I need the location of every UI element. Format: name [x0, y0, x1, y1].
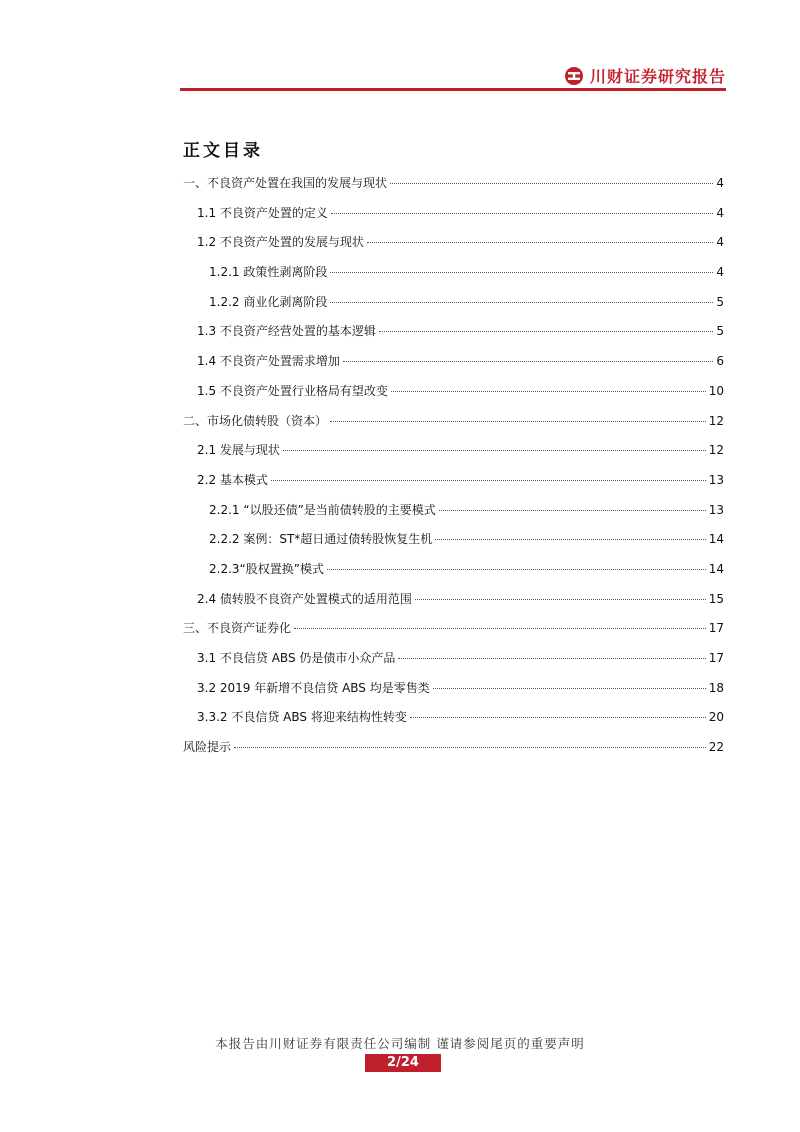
- toc-entry-page: 14: [708, 561, 724, 576]
- toc-dot-leader: [330, 272, 713, 273]
- toc-entry[interactable]: [183, 619, 724, 649]
- toc-entry-label: 2.2.2 案例：ST*超日通过债转股恢复生机: [209, 532, 433, 547]
- toc-title: 正文目录: [183, 141, 263, 161]
- toc-entry-label: 三、不良资产证券化: [183, 621, 292, 636]
- toc-dot-leader: [398, 658, 705, 659]
- toc-dot-leader: [390, 183, 713, 184]
- toc-entry[interactable]: [183, 233, 724, 263]
- toc-dot-leader: [294, 628, 706, 629]
- toc-dot-leader: [330, 302, 713, 303]
- toc-entry[interactable]: [183, 501, 724, 531]
- toc-entry-label: 2.4 债转股不良资产处置模式的适用范围: [197, 591, 412, 606]
- toc-dot-leader: [234, 747, 706, 748]
- toc-dot-leader: [330, 421, 706, 422]
- toc-dot-leader: [415, 599, 706, 600]
- toc-entry[interactable]: [183, 174, 724, 204]
- toc-entry-label: 1.2.2 商业化剥离阶段: [209, 294, 328, 309]
- toc-entry-label: 1.2 不良资产处置的发展与现状: [197, 235, 364, 250]
- toc-entry-page: 17: [708, 621, 724, 636]
- page-indicator: 2/24: [365, 1054, 441, 1072]
- toc-dot-leader: [435, 539, 705, 540]
- brand: [564, 64, 726, 87]
- toc-entry-label: 1.5 不良资产处置行业格局有望改变: [197, 383, 388, 398]
- table-of-contents: [183, 174, 724, 768]
- toc-entry-page: 13: [708, 502, 724, 517]
- toc-dot-leader: [439, 510, 706, 511]
- toc-dot-leader: [379, 331, 713, 332]
- toc-entry-page: 4: [716, 205, 724, 220]
- toc-dot-leader: [433, 688, 706, 689]
- toc-entry[interactable]: [183, 708, 724, 738]
- toc-entry-label: 3.3.2 不良信贷 ABS 将迎来结构性转变: [197, 710, 407, 725]
- toc-entry-label: 二、市场化债转股（资本）: [183, 413, 328, 428]
- toc-entry[interactable]: [183, 590, 724, 620]
- toc-entry-page: 15: [708, 591, 724, 606]
- toc-entry[interactable]: [183, 738, 724, 768]
- toc-entry-label: 3.1 不良信贷 ABS 仍是债市小众产品: [197, 651, 396, 665]
- toc-entry-label: 风险提示: [183, 740, 232, 755]
- toc-entry[interactable]: [183, 412, 724, 442]
- toc-entry[interactable]: [183, 471, 724, 501]
- toc-dot-leader: [410, 717, 706, 718]
- toc-entry[interactable]: [183, 382, 724, 412]
- toc-entry-label: 3.2 2019 年新增不良信贷 ABS 均是零售类: [197, 680, 430, 695]
- toc-entry-page: 13: [708, 472, 724, 487]
- toc-dot-leader: [283, 450, 706, 451]
- toc-dot-leader: [343, 361, 713, 362]
- toc-entry[interactable]: [183, 352, 724, 382]
- toc-dot-leader: [331, 213, 713, 214]
- toc-entry[interactable]: [183, 679, 724, 709]
- toc-entry-page: 18: [708, 680, 724, 695]
- toc-entry-label: 1.1 不良资产处置的定义: [197, 205, 328, 220]
- toc-entry-page: 4: [716, 176, 724, 190]
- toc-entry[interactable]: [183, 560, 724, 590]
- toc-entry-label: 1.2.1 政策性剥离阶段: [209, 265, 328, 280]
- footer-disclaimer: 本报告由川财证券有限责任公司编制 谨请参阅尾页的重要声明: [215, 1036, 585, 1051]
- toc-entry-page: 6: [716, 354, 724, 369]
- toc-entry[interactable]: [183, 649, 724, 679]
- toc-entry-label: 一、不良资产处置在我国的发展与现状: [183, 176, 388, 190]
- toc-entry-label: 1.3 不良资产经营处置的基本逻辑: [197, 324, 376, 339]
- toc-entry[interactable]: [183, 204, 724, 234]
- toc-entry-page: 4: [716, 265, 724, 280]
- toc-entry[interactable]: [183, 293, 724, 323]
- toc-entry-page: 5: [716, 294, 724, 309]
- toc-entry[interactable]: [183, 263, 724, 293]
- toc-entry-page: 20: [708, 710, 724, 725]
- header-divider: [180, 88, 726, 91]
- toc-entry-label: 2.2 基本模式: [197, 472, 268, 487]
- toc-entry[interactable]: [183, 441, 724, 471]
- toc-entry-page: 5: [716, 324, 724, 339]
- toc-dot-leader: [367, 242, 713, 243]
- toc-entry-page: 12: [708, 413, 724, 428]
- toc-dot-leader: [391, 391, 706, 392]
- toc-entry-label: 2.2.3“股权置换”模式: [209, 561, 324, 576]
- toc-entry-page: 17: [708, 651, 724, 665]
- toc-entry-page: 4: [716, 235, 724, 250]
- toc-entry-page: 12: [708, 443, 724, 458]
- toc-entry-page: 10: [708, 383, 724, 398]
- brand-name: 川财证券研究报告: [589, 67, 726, 86]
- toc-dot-leader: [271, 480, 706, 481]
- toc-entry-page: 14: [708, 532, 724, 547]
- toc-entry[interactable]: [183, 322, 724, 352]
- toc-entry-label: 2.1 发展与现状: [197, 443, 280, 458]
- chuancai-logo-icon: [564, 66, 584, 86]
- toc-dot-leader: [327, 569, 706, 570]
- toc-entry-page: 22: [708, 740, 724, 755]
- toc-entry[interactable]: [183, 530, 724, 560]
- toc-entry-label: 1.4 不良资产处置需求增加: [197, 354, 340, 369]
- toc-entry-label: 2.2.1 “以股还债”是当前债转股的主要模式: [209, 502, 436, 517]
